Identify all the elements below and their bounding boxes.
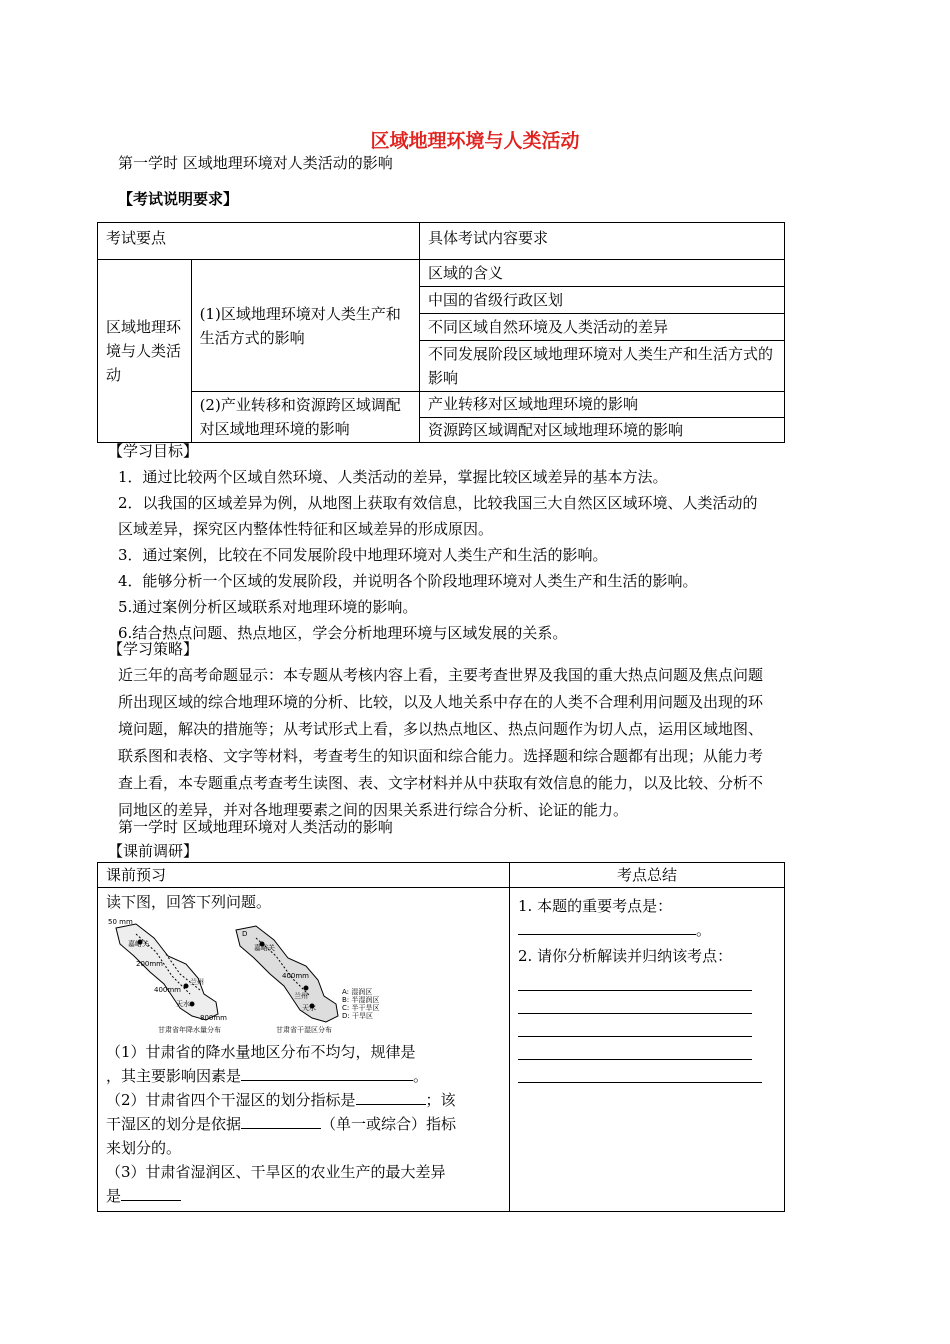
table1-item: 区域的含义: [420, 260, 785, 287]
map-caption-right: 甘肃省干湿区分布: [276, 1026, 332, 1034]
pre-class-heading: 【课前调研】: [108, 842, 199, 860]
answer-line[interactable]: [518, 968, 752, 991]
goals-heading: 【学习目标】: [108, 442, 199, 460]
question-3-line: （3）甘肃省湿润区、干旱区的农业生产的最大差异: [106, 1163, 446, 1181]
summary-point-1: 1. 本题的重要考点是：: [518, 897, 673, 915]
table2-head-right: 考点总结: [510, 863, 785, 888]
question-1-line: （1）甘肃省的降水量地区分布不均匀，规律是: [106, 1043, 416, 1061]
map-label: 200mm: [136, 960, 163, 968]
summary-cell: 1. 本题的重要考点是： 。 2. 请你分析解读并归纳该考点：: [510, 888, 785, 1212]
document-title: 区域地理环境与人类活动: [370, 130, 580, 152]
map-label: 50 mm: [108, 918, 133, 926]
table2-head-left: 课前预习: [98, 863, 510, 888]
map-label: 兰州: [190, 978, 204, 986]
map-label: 400mm: [282, 972, 309, 980]
question-2-line: 来划分的。: [106, 1139, 182, 1157]
question-2-text: （单一或综合）指标: [321, 1115, 457, 1133]
strategy-line: 同地区的差异，并对各地理要素之间的因果关系进行综合分析、论证的能力。: [118, 801, 629, 819]
exam-requirements-heading: 【考试说明要求】: [118, 190, 239, 208]
strategy-line: 境问题，解决的措施等；从考试形式上看，多以热点地区、热点问题作为切人点，运用区域地图、: [118, 720, 764, 738]
map-legend-item: A: 湿润区: [342, 988, 373, 996]
question-2: [106, 1088, 501, 1160]
question-2-line: 干湿区的划分是依据: [106, 1115, 242, 1133]
strategy-line: 近三年的高考命题显示：本专题从考核内容上看，主要考查世界及我国的重大热点问题及焦点问题: [118, 666, 764, 684]
gansu-maps: [106, 916, 406, 1036]
question-1-line: ，其主要影响因素是: [106, 1067, 242, 1085]
map-legend-item: B: 半湿润区: [342, 996, 380, 1004]
strategy-line: 所出现区域的综合地理环境的分析、比较，以及人地关系中存在的人类不合理利用问题及出现的环: [118, 693, 764, 711]
goal-line: 4．能够分析一个区域的发展阶段，并说明各个阶段地理环境对人类生产和生活的影响。: [118, 572, 698, 590]
lesson-heading: 第一学时 区域地理环境对人类活动的影响: [118, 154, 393, 172]
map-label: 嘉峪关: [128, 940, 149, 948]
read-instruction: 读下图，回答下列问题。: [106, 893, 272, 911]
table1-sub1: (1)区域地理环境对人类生产和生活方式的影响: [191, 260, 419, 392]
pre-class-table: [97, 862, 785, 1212]
question-2-line: （2）甘肃省四个干湿区的划分指标是: [106, 1091, 356, 1109]
goal-line: 5.通过案例分析区域联系对地理环境的影响。: [118, 598, 418, 616]
map-caption-left: 甘肃省年降水量分布: [158, 1026, 221, 1034]
map-label: 400mm: [154, 986, 181, 994]
answer-blank[interactable]: [518, 934, 696, 935]
question-1: （1）甘肃省的降水量地区分布不均匀，规律是 ，其主要影响因素是 。: [106, 1040, 501, 1088]
table1-item: 不同区域自然环境及人类活动的差异: [420, 314, 785, 341]
map-legend-item: D: 干旱区: [342, 1012, 373, 1020]
lesson-heading-2: 第一学时 区域地理环境对人类活动的影响: [118, 818, 393, 836]
map-label: D: [242, 930, 248, 938]
goals-list: [118, 464, 838, 646]
question-3: [106, 1160, 501, 1208]
table1-item: 资源跨区域调配对区域地理环境的影响: [420, 417, 785, 443]
table1-item: 中国的省级行政区划: [420, 287, 785, 314]
map-label: 天水: [302, 1004, 316, 1012]
map-label: 兰州: [294, 992, 308, 1000]
precipitation-map: [116, 924, 218, 1020]
goal-line: 2．以我国的区域差异为例，从地图上获取有效信息，比较我国三大自然区区域环境、人类活动的: [118, 494, 758, 512]
answer-blank[interactable]: [241, 1128, 321, 1129]
goal-line: 区域差异，探究区内整体性特征和区域差异的形成原因。: [118, 520, 494, 538]
answer-blank[interactable]: [241, 1080, 413, 1081]
table1-item: 产业转移对区域地理环境的影响: [420, 392, 785, 418]
strategy-heading: 【学习策略】: [108, 640, 199, 658]
map-label: 800mm: [200, 1014, 227, 1022]
map-label: 天水: [176, 1000, 190, 1008]
table1-sub2: (2)产业转移和资源跨区域调配对区域地理环境的影响: [191, 392, 419, 443]
goal-line: 1．通过比较两个区域自然环境、人类活动的差异，掌握比较区域差异的基本方法。: [118, 468, 668, 486]
strategy-line: 联系图和表格、文字等材料，考查考生的知识面和综合能力。选择题和综合题都有出现；从能力考: [118, 747, 764, 765]
table1-item: 不同发展阶段区域地理环境对人类生产和生活方式的影响: [420, 341, 785, 392]
answer-blank[interactable]: [356, 1104, 426, 1105]
question-3-line: 是: [106, 1187, 122, 1205]
preview-cell: [98, 888, 510, 1212]
table1-topic: 区域地理环境与人类活动: [98, 260, 192, 443]
answer-line[interactable]: [518, 1014, 752, 1037]
strategy-line: 查上看，本专题重点考查考生读图、表、文字材料并从中获取有效信息的能力，以及比较、分析不: [118, 774, 764, 792]
goal-line: 3．通过案例，比较在不同发展阶段中地理环境对人类生产和生活的影响。: [118, 546, 608, 564]
answer-blank[interactable]: [121, 1200, 181, 1201]
table1-head-left: 考试要点: [98, 223, 420, 260]
map-label: 嘉峪关: [254, 944, 275, 952]
question-2-text: ；该: [425, 1091, 456, 1109]
goal-line: 6.结合热点问题、热点地区，学会分析地理环境与区域发展的关系。: [118, 624, 568, 642]
table1-head-right: 具体考试内容要求: [420, 223, 785, 260]
answer-line[interactable]: [518, 1060, 762, 1083]
answer-line[interactable]: [518, 991, 752, 1014]
exam-requirements-table: [97, 222, 785, 443]
answer-line[interactable]: [518, 1037, 752, 1060]
strategy-paragraph: [118, 662, 838, 824]
summary-point-2: 2. 请你分析解读并归纳该考点：: [518, 947, 733, 965]
map-legend-item: C: 半干旱区: [342, 1004, 380, 1012]
